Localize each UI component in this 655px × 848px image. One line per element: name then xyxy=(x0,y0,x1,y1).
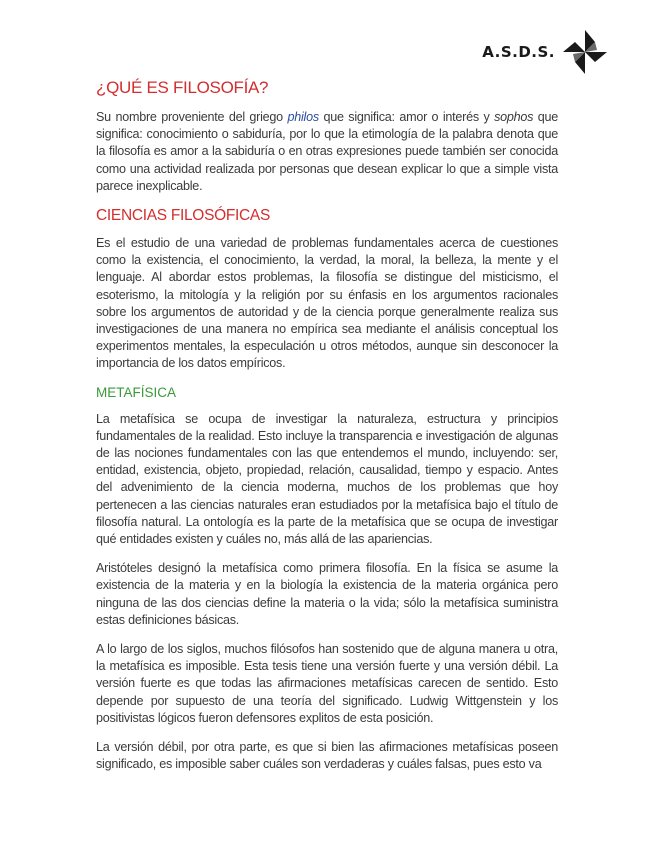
metafisica-paragraph-1: La metafísica se ocupa de investigar la naturaleza, estructura y principios fundamentales de la realidad. Esto incluye la transparencia e investigación de algunas de las nociones fundamentales con las que entendemos el mundo, incluyendo: ser, entidad, existencia, objeto, propiedad, relación, causalidad, tiempo y espacio. Antes del advenimiento de la ciencia moderna, muchos de los problemas que hoy pertenecen a las ciencias naturales eran estudiados por la metafísica bajo el título de filosofía natural. La ontología es la parte de la metafísica que se ocupa de investigar qué entidades existen y cuáles no, más allá de las apariencias. xyxy=(96,411,558,547)
term-sophos: sophos xyxy=(494,110,534,124)
section-title-que-es-filosofia: ¿QUÉ ES FILOSOFÍA? xyxy=(96,78,269,97)
term-philos: philos xyxy=(287,110,319,124)
metafisica-paragraph-3: A lo largo de los siglos, muchos filósofos han sostenido que de alguna manera u otra, la metafísica es imposible. Esta tesis tiene una versión fuerte y una versión débil. La versión fuerte es que todas las afirmaciones metafísicas carecen de sentido. Esto depende por supuesto de una teoría del significado. Ludwig Wittgenstein y los positivistas lógicos fueron defensores explitos de esta posición. xyxy=(96,642,558,725)
intro-text-mid: que significa: amor o interés y xyxy=(318,110,495,124)
metafisica-paragraph-4: La versión débil, por otra parte, es que si bien las afirmaciones metafísicas poseen significado, es imposible saber cuáles son verdaderas y cuáles falsas, pues esto va xyxy=(96,740,558,772)
section-title-ciencias-filosoficas: CIENCIAS FILOSÓFICAS xyxy=(96,207,271,225)
intro-text-post: que significa: conocimiento o sabiduría, por lo que la etimología de la palabra denota que la filosofía es amor a la sabiduría o en otras expresiones puede también ser conocida como una actividad realizada por personas que desean explicar lo que a simple vista parece inexplicable. xyxy=(96,110,559,193)
intro-paragraph xyxy=(96,109,558,195)
document-body xyxy=(96,78,558,786)
ciencias-paragraph: Es el estudio de una variedad de problemas fundamentales acerca de cuestiones como la existencia, el conocimiento, la verdad, la moral, la belleza, la mente y el lenguaje. Al abordar estos problemas, la filosofía se distingue del misticismo, el esoterismo, la mitología y la religión por su énfasis en los argumentos racionales sobre los argumentos de autoridad y de la ciencia porque generalmente realiza sus investigaciones de una manera no empírica sea mediante el análisis conceptual los experimentos mentales, la especulación u otros métodos, aunque sin desconocer la importancia de los datos empíricos. xyxy=(96,236,558,371)
metafisica-paragraph-2: Aristóteles designó la metafísica como primera filosofía. En la física se asume la existencia de la materia y en la biología la existencia de la materia orgánica pero ninguna de las dos ciencias define la materia o la vida; sólo la metafísica suministra estas definiciones básicas. xyxy=(96,561,558,627)
intro-text-pre: Su nombre proveniente del griego xyxy=(96,110,288,124)
pinwheel-logo-icon xyxy=(561,28,609,76)
brand-name: A.S.D.S. xyxy=(482,43,555,61)
page-header xyxy=(482,28,609,76)
subsection-title-metafisica: METAFÍSICA xyxy=(96,384,177,400)
